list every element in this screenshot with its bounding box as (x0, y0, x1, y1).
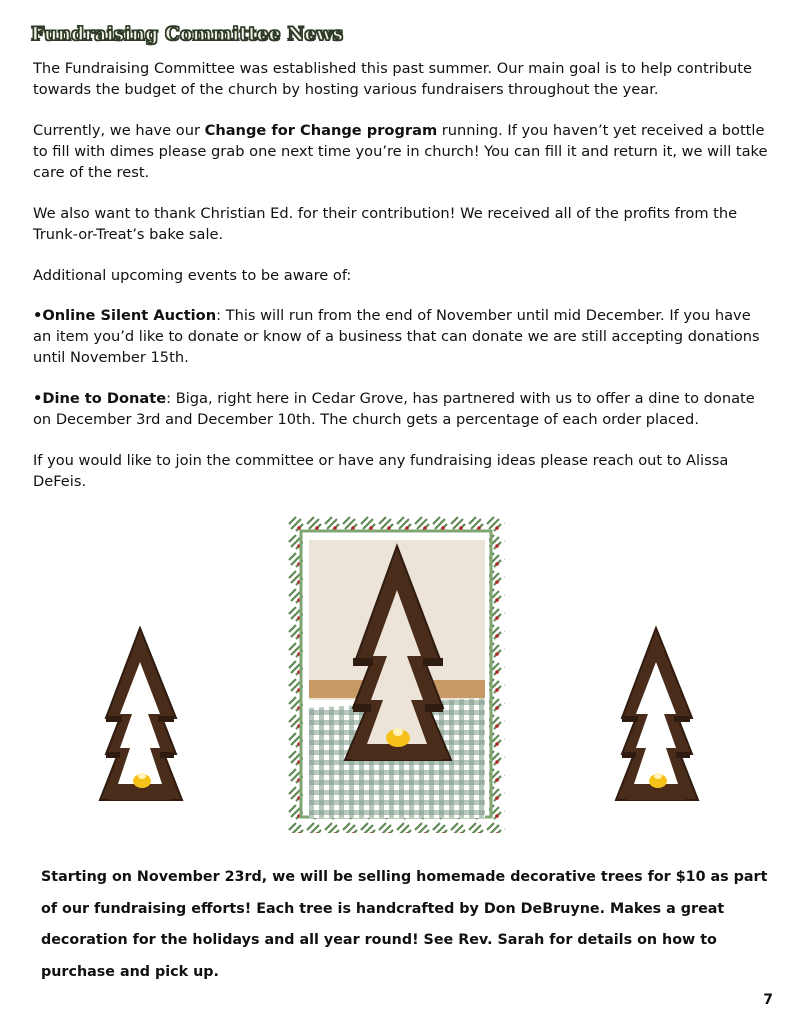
thanks-paragraph: We also want to thank Christian Ed. for their contribution! We received all of the profits from the Trunk-or-Treat’s bake sale. (33, 205, 738, 243)
dine-to-donate-text: : Biga, right here in Cedar Grove, has partnered with us to offer a dine to donate on December 3rd and December 10th. The church gets a percentage of each order placed. (33, 390, 755, 428)
dine-to-donate-paragraph (33, 388, 768, 430)
change-program-paragraph (33, 120, 768, 183)
change-before-text: Currently, we have our (33, 122, 205, 139)
page-heading: Fundraising Committee News (31, 24, 344, 45)
wooden-tree-right-image (612, 626, 700, 806)
silent-auction-label: •Online Silent Auction (33, 307, 217, 324)
wooden-tree-left-image (96, 626, 184, 806)
framed-tree-photo (287, 515, 505, 833)
silent-auction-paragraph (33, 305, 768, 368)
silent-auction-text: : This will run from the end of November until mid December. If you have an item you’d like to donate or know of a business that can donate we are still accepting donations until November 15th. (33, 307, 760, 366)
dine-to-donate-label: •Dine to Donate (33, 390, 167, 407)
tree-sale-caption: Starting on November 23rd, we will be selling homemade decorative trees for $10 as part of our fundraising efforts! Each tree is handcrafted by Don DeBruyne. Makes a great decoration for the holidays and all year round! See Rev. Sarah for details on how to purchase and pick up. (41, 869, 768, 980)
change-after-text: running. If you haven’t yet received a bottle to fill with dimes please grab one next time you’re in church! You can fill it and return it, we will take care of the rest. (33, 122, 768, 181)
change-program-name: Change for Change program (204, 122, 438, 139)
upcoming-paragraph: Additional upcoming events to be aware of: (33, 267, 352, 284)
join-paragraph: If you would like to join the committee or have any fundraising ideas please reach out to Alissa DeFeis. (33, 452, 729, 490)
page-number: 7 (763, 992, 773, 1008)
tree-photo (309, 540, 485, 818)
intro-paragraph: The Fundraising Committee was established this past summer. Our main goal is to help contribute towards the budget of the church by hosting various fundraisers throughout the year. (33, 60, 752, 98)
